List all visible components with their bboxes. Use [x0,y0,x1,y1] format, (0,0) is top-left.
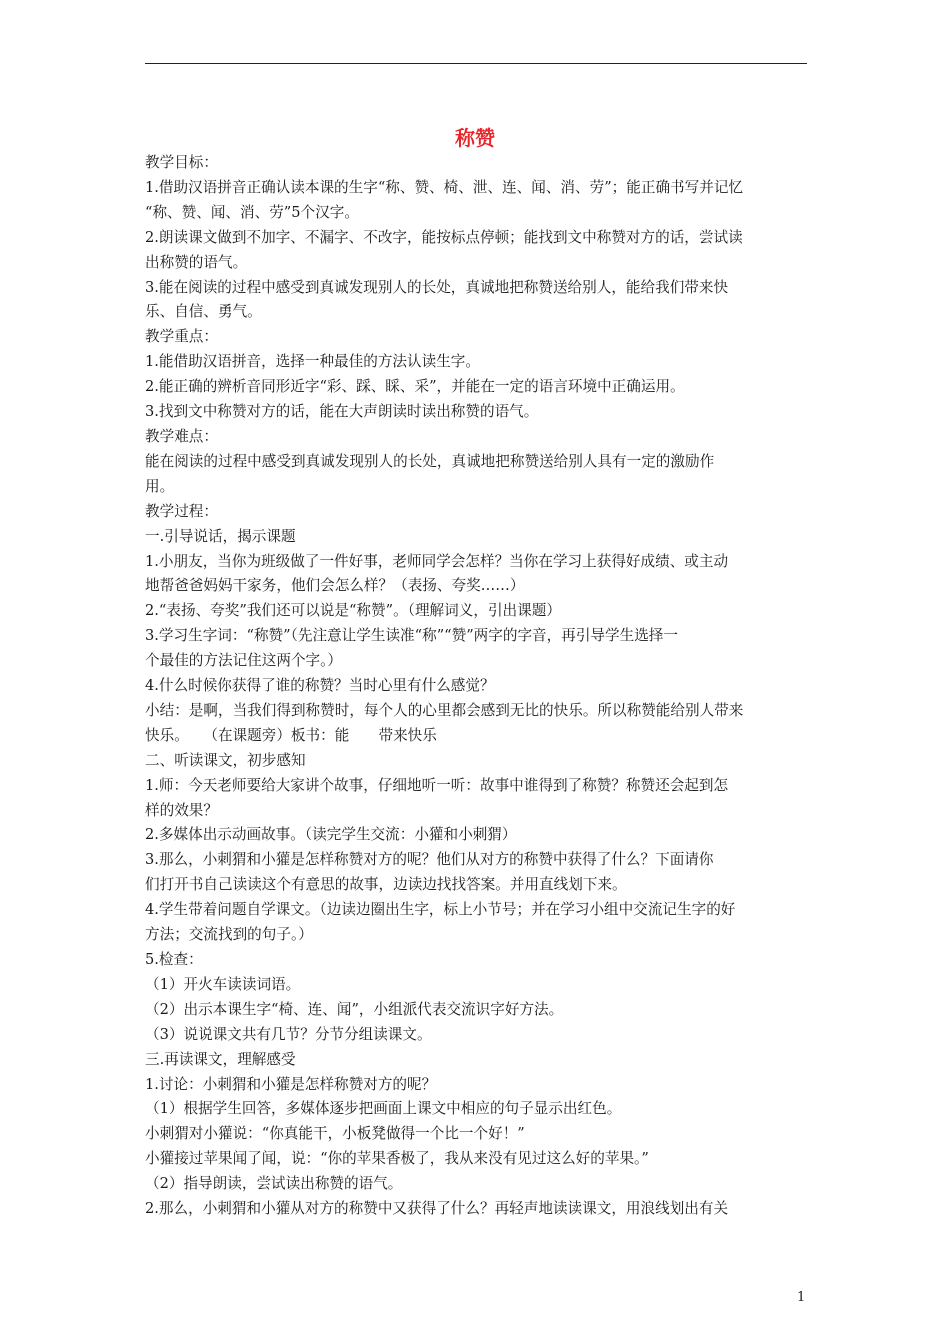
text-line: 方法；交流找到的句子。） [145,926,313,944]
text-line: 2.朗读课文做到不加字、不漏字、不改字，能按标点停顿；能找到文中称赞对方的话，尝试读 [145,228,743,246]
text-line: 二、听读课文，初步感知 [145,751,306,769]
text-line: “称、赞、闻、消、劳”5个汉字。 [145,203,359,221]
text-line: 样的效果？ [145,801,218,819]
text-line: 小结：是啊，当我们得到称赞时，每个人的心里都会感到无比的快乐。所以称赞能给别人带来 [145,701,744,719]
header-rule [145,63,807,64]
text-line: 一.引导说话，揭示课题 [145,527,296,545]
text-line: （1）根据学生回答，多媒体逐步把画面上课文中相应的句子显示出红色。 [145,1100,622,1118]
text-line: 教学难点： [145,427,218,445]
text-line: 3.学习生字词：“称赞”（先注意让学生读准“称”“赞”两字的字音，再引导学生选择一 [145,627,678,645]
text-line: 1.讨论：小刺猬和小獾是怎样称赞对方的呢？ [145,1075,437,1093]
text-line: 们打开书自己读读这个有意思的故事，边读边找找答案。并用直线划下来。 [145,876,627,894]
text-line: （1）开火车读读词语。 [145,975,301,993]
text-line: （2）出示本课生字“椅、连、闻”，小组派代表交流识字好方法。 [145,1000,564,1018]
text-line: 教学重点： [145,328,218,346]
text-line: （3）说说课文共有几节？分节分组读课文。 [145,1025,432,1043]
text-line: 快乐。 （在课题旁）板书：能 带来快乐 [145,726,437,744]
text-line: 用。 [145,477,175,495]
text-line: 3.能在阅读的过程中感受到真诚发现别人的长处，真诚地把称赞送给别人，能给我们带来快 [145,278,729,296]
text-line: 个最佳的方法记住这两个字。） [145,652,343,670]
text-line: 2.多媒体出示动画故事。（读完学生交流：小獾和小刺猬） [145,826,517,844]
text-line: 1.师：今天老师要给大家讲个故事，仔细地听一听：故事中谁得到了称赞？称赞还会起到怎 [145,776,729,794]
text-line: 3.找到文中称赞对方的话，能在大声朗读时读出称赞的语气。 [145,403,539,421]
text-line: 1.小朋友，当你为班级做了一件好事，老师同学会怎样？当你在学习上获得好成绩、或主动 [145,552,729,570]
text-line: 三.再读课文，理解感受 [145,1050,296,1068]
text-line: 2.“表扬、夸奖”我们还可以说是“称赞”。（理解词义，引出课题） [145,602,561,620]
text-line: 小刺猬对小獾说：“你真能干，小板凳做得一个比一个好！” [145,1125,525,1143]
text-line: 3.那么，小刺猬和小獾是怎样称赞对方的呢？他们从对方的称赞中获得了什么？下面请你 [145,851,714,869]
text-line: 小獾接过苹果闻了闻，说：“你的苹果香极了，我从来没有见过这么好的苹果。” [145,1150,649,1168]
text-line: 4.什么时候你获得了谁的称赞？当时心里有什么感觉？ [145,677,495,695]
text-line: 2.能正确的辨析音同形近字“彩、踩、睬、采”，并能在一定的语言环境中正确运用。 [145,378,685,396]
text-line: 教学目标： [145,154,218,171]
text-line: 2.那么，小刺猬和小獾从对方的称赞中又获得了什么？再轻声地读读课文，用浪线划出有关 [145,1200,729,1218]
text-line: 4.学生带着问题自学课文。（边读边圈出生字，标上小节号；并在学习小组中交流记生字的好 [145,901,736,919]
text-line: 1.能借助汉语拼音，选择一种最佳的方法认读生字。 [145,353,480,371]
text-line: 教学过程： [145,502,218,520]
document-body [145,151,809,1222]
text-line: 地帮爸爸妈妈干家务，他们会怎么样？（表扬、夸奖……） [145,577,525,595]
text-line: 出称赞的语气。 [145,253,248,271]
text-line: 乐、自信、勇气。 [145,303,262,321]
page-number: 1 [797,1290,806,1305]
document-title: 称赞 [455,126,495,150]
text-line: （2）指导朗读，尝试读出称赞的语气。 [145,1175,403,1193]
text-line: 1.借助汉语拼音正确认读本课的生字“称、赞、椅、泄、连、闻、消、劳”；能正确书写并记忆 [145,178,744,196]
text-line: 5.检查： [145,951,203,968]
text-line: 能在阅读的过程中感受到真诚发现别人的长处，真诚地把称赞送给别人具有一定的激励作 [145,452,715,470]
